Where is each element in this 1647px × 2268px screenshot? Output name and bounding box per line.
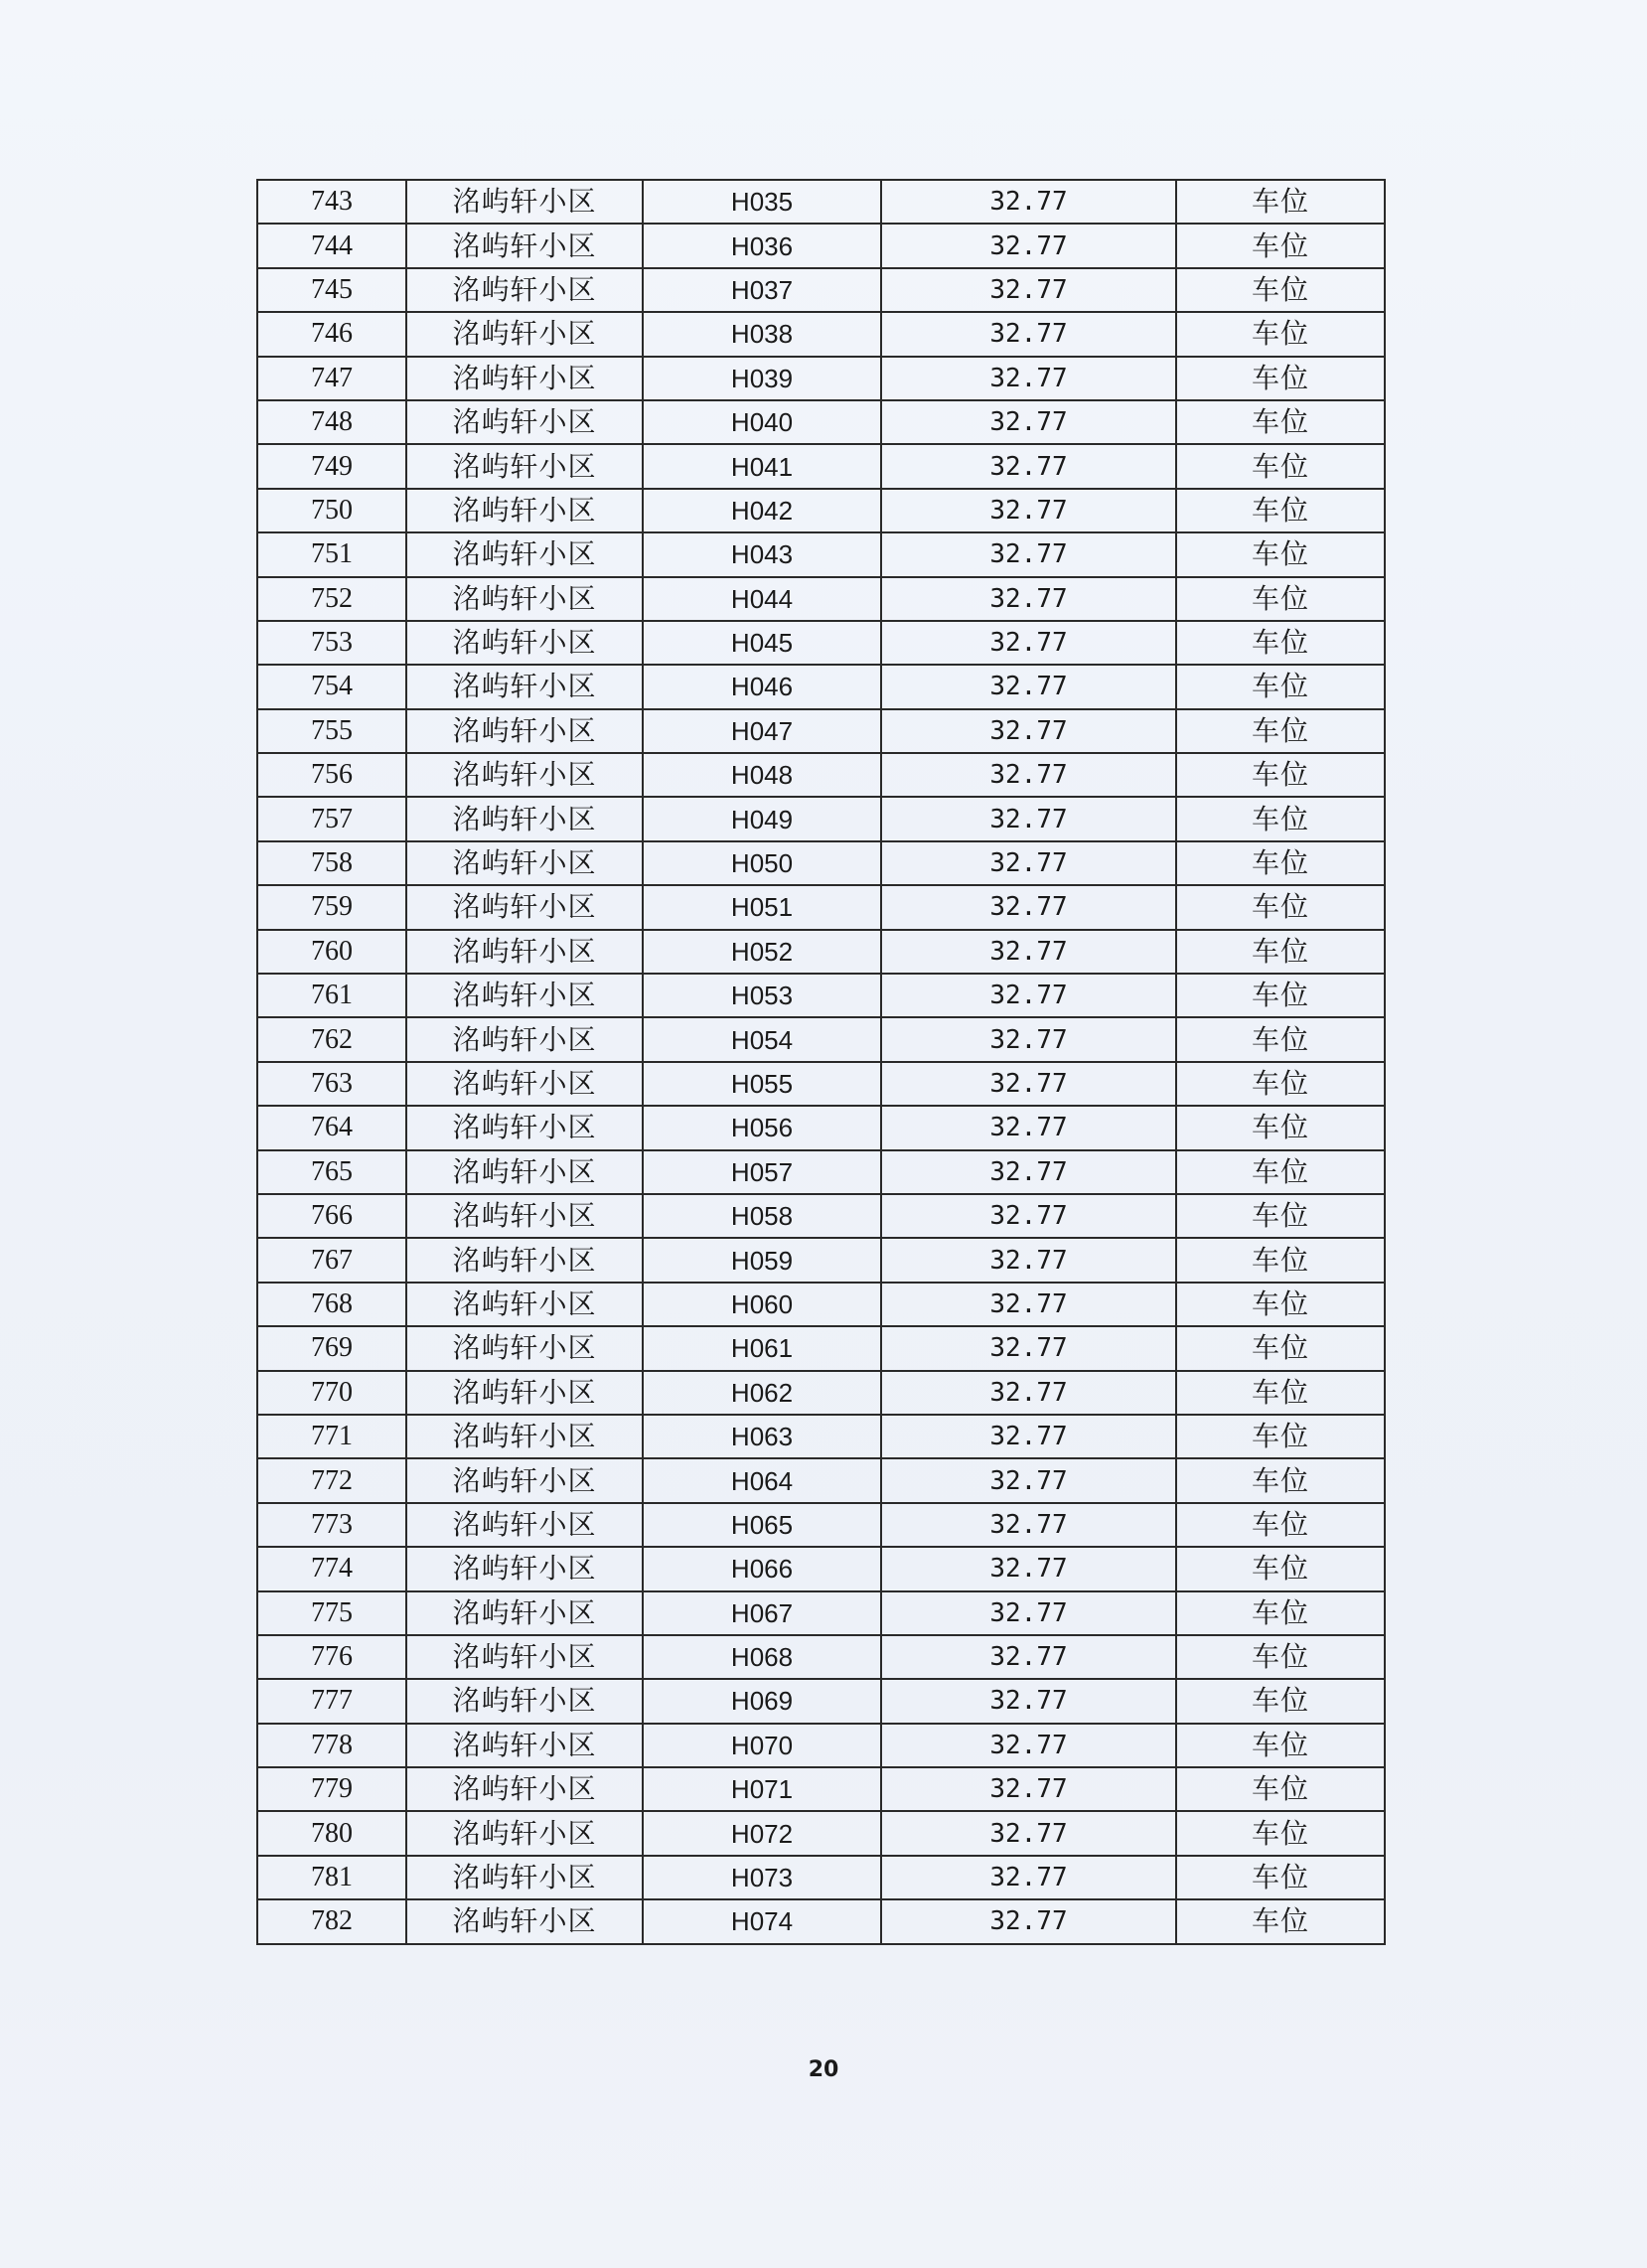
cell-serial-number: 773 bbox=[257, 1503, 406, 1547]
table-row bbox=[257, 1458, 1385, 1502]
table-row bbox=[257, 224, 1385, 267]
cell-serial-number: 778 bbox=[257, 1724, 406, 1767]
cell-community-name: 洺屿轩小区 bbox=[406, 357, 643, 400]
cell-space-code: H047 bbox=[643, 709, 881, 753]
table-row bbox=[257, 357, 1385, 400]
cell-property-type: 车位 bbox=[1176, 1679, 1385, 1723]
table-row bbox=[257, 1679, 1385, 1723]
cell-area: 32.77 bbox=[881, 1811, 1176, 1855]
cell-area: 32.77 bbox=[881, 1194, 1176, 1238]
cell-space-code: H046 bbox=[643, 665, 881, 708]
cell-community-name: 洺屿轩小区 bbox=[406, 1635, 643, 1679]
cell-space-code: H039 bbox=[643, 357, 881, 400]
table-row bbox=[257, 1811, 1385, 1855]
cell-space-code: H055 bbox=[643, 1062, 881, 1106]
table-row bbox=[257, 268, 1385, 312]
cell-property-type: 车位 bbox=[1176, 621, 1385, 665]
cell-property-type: 车位 bbox=[1176, 797, 1385, 840]
cell-property-type: 车位 bbox=[1176, 1283, 1385, 1326]
cell-space-code: H058 bbox=[643, 1194, 881, 1238]
cell-area: 32.77 bbox=[881, 885, 1176, 929]
cell-space-code: H072 bbox=[643, 1811, 881, 1855]
cell-property-type: 车位 bbox=[1176, 224, 1385, 267]
cell-property-type: 车位 bbox=[1176, 268, 1385, 312]
table-row bbox=[257, 1326, 1385, 1370]
cell-property-type: 车位 bbox=[1176, 1326, 1385, 1370]
cell-area: 32.77 bbox=[881, 312, 1176, 356]
cell-space-code: H054 bbox=[643, 1017, 881, 1061]
cell-property-type: 车位 bbox=[1176, 1856, 1385, 1899]
cell-community-name: 洺屿轩小区 bbox=[406, 1150, 643, 1194]
cell-property-type: 车位 bbox=[1176, 1371, 1385, 1415]
cell-property-type: 车位 bbox=[1176, 1547, 1385, 1590]
cell-space-code: H036 bbox=[643, 224, 881, 267]
cell-space-code: H040 bbox=[643, 400, 881, 444]
cell-area: 32.77 bbox=[881, 1679, 1176, 1723]
cell-area: 32.77 bbox=[881, 1503, 1176, 1547]
cell-community-name: 洺屿轩小区 bbox=[406, 400, 643, 444]
table-row bbox=[257, 1106, 1385, 1149]
table-row bbox=[257, 1194, 1385, 1238]
cell-community-name: 洺屿轩小区 bbox=[406, 885, 643, 929]
cell-serial-number: 780 bbox=[257, 1811, 406, 1855]
cell-space-code: H045 bbox=[643, 621, 881, 665]
cell-community-name: 洺屿轩小区 bbox=[406, 1679, 643, 1723]
cell-serial-number: 749 bbox=[257, 444, 406, 488]
table-row bbox=[257, 621, 1385, 665]
cell-area: 32.77 bbox=[881, 753, 1176, 797]
cell-space-code: H067 bbox=[643, 1591, 881, 1635]
cell-community-name: 洺屿轩小区 bbox=[406, 1591, 643, 1635]
cell-property-type: 车位 bbox=[1176, 1635, 1385, 1679]
table-row bbox=[257, 665, 1385, 708]
cell-serial-number: 756 bbox=[257, 753, 406, 797]
cell-space-code: H041 bbox=[643, 444, 881, 488]
table-row bbox=[257, 885, 1385, 929]
cell-community-name: 洺屿轩小区 bbox=[406, 1458, 643, 1502]
cell-serial-number: 746 bbox=[257, 312, 406, 356]
table-row bbox=[257, 444, 1385, 488]
cell-community-name: 洺屿轩小区 bbox=[406, 797, 643, 840]
cell-area: 32.77 bbox=[881, 1371, 1176, 1415]
cell-area: 32.77 bbox=[881, 841, 1176, 885]
cell-serial-number: 759 bbox=[257, 885, 406, 929]
cell-area: 32.77 bbox=[881, 489, 1176, 532]
cell-property-type: 车位 bbox=[1176, 1591, 1385, 1635]
table-row bbox=[257, 1415, 1385, 1458]
cell-property-type: 车位 bbox=[1176, 1194, 1385, 1238]
cell-area: 32.77 bbox=[881, 180, 1176, 224]
cell-serial-number: 776 bbox=[257, 1635, 406, 1679]
cell-property-type: 车位 bbox=[1176, 1062, 1385, 1106]
cell-community-name: 洺屿轩小区 bbox=[406, 1106, 643, 1149]
cell-community-name: 洺屿轩小区 bbox=[406, 1326, 643, 1370]
cell-serial-number: 762 bbox=[257, 1017, 406, 1061]
table-row bbox=[257, 1724, 1385, 1767]
cell-community-name: 洺屿轩小区 bbox=[406, 974, 643, 1017]
cell-area: 32.77 bbox=[881, 709, 1176, 753]
cell-space-code: H038 bbox=[643, 312, 881, 356]
table-row bbox=[257, 1017, 1385, 1061]
cell-serial-number: 755 bbox=[257, 709, 406, 753]
cell-serial-number: 752 bbox=[257, 577, 406, 621]
cell-space-code: H057 bbox=[643, 1150, 881, 1194]
cell-area: 32.77 bbox=[881, 797, 1176, 840]
cell-serial-number: 771 bbox=[257, 1415, 406, 1458]
cell-space-code: H064 bbox=[643, 1458, 881, 1502]
cell-area: 32.77 bbox=[881, 665, 1176, 708]
cell-property-type: 车位 bbox=[1176, 974, 1385, 1017]
cell-community-name: 洺屿轩小区 bbox=[406, 224, 643, 267]
cell-community-name: 洺屿轩小区 bbox=[406, 1062, 643, 1106]
cell-serial-number: 757 bbox=[257, 797, 406, 840]
cell-area: 32.77 bbox=[881, 1724, 1176, 1767]
cell-property-type: 车位 bbox=[1176, 1415, 1385, 1458]
table-body bbox=[257, 180, 1385, 1944]
cell-serial-number: 753 bbox=[257, 621, 406, 665]
table-row bbox=[257, 180, 1385, 224]
cell-property-type: 车位 bbox=[1176, 180, 1385, 224]
cell-community-name: 洺屿轩小区 bbox=[406, 1767, 643, 1811]
cell-property-type: 车位 bbox=[1176, 1150, 1385, 1194]
cell-space-code: H052 bbox=[643, 930, 881, 974]
cell-community-name: 洺屿轩小区 bbox=[406, 753, 643, 797]
cell-property-type: 车位 bbox=[1176, 665, 1385, 708]
cell-serial-number: 765 bbox=[257, 1150, 406, 1194]
table-row bbox=[257, 1238, 1385, 1282]
cell-space-code: H073 bbox=[643, 1856, 881, 1899]
cell-serial-number: 761 bbox=[257, 974, 406, 1017]
cell-community-name: 洺屿轩小区 bbox=[406, 930, 643, 974]
cell-community-name: 洺屿轩小区 bbox=[406, 621, 643, 665]
cell-serial-number: 751 bbox=[257, 532, 406, 576]
cell-space-code: H066 bbox=[643, 1547, 881, 1590]
cell-community-name: 洺屿轩小区 bbox=[406, 180, 643, 224]
cell-property-type: 车位 bbox=[1176, 577, 1385, 621]
cell-area: 32.77 bbox=[881, 1415, 1176, 1458]
table-row bbox=[257, 1371, 1385, 1415]
cell-space-code: H060 bbox=[643, 1283, 881, 1326]
table-row bbox=[257, 1283, 1385, 1326]
cell-area: 32.77 bbox=[881, 1767, 1176, 1811]
cell-community-name: 洺屿轩小区 bbox=[406, 1811, 643, 1855]
cell-community-name: 洺屿轩小区 bbox=[406, 1899, 643, 1943]
cell-community-name: 洺屿轩小区 bbox=[406, 1017, 643, 1061]
cell-space-code: H065 bbox=[643, 1503, 881, 1547]
table-row bbox=[257, 577, 1385, 621]
cell-property-type: 车位 bbox=[1176, 444, 1385, 488]
table-row bbox=[257, 1062, 1385, 1106]
cell-area: 32.77 bbox=[881, 268, 1176, 312]
cell-property-type: 车位 bbox=[1176, 709, 1385, 753]
cell-space-code: H048 bbox=[643, 753, 881, 797]
cell-serial-number: 779 bbox=[257, 1767, 406, 1811]
cell-area: 32.77 bbox=[881, 1150, 1176, 1194]
cell-serial-number: 768 bbox=[257, 1283, 406, 1326]
cell-serial-number: 745 bbox=[257, 268, 406, 312]
cell-community-name: 洺屿轩小区 bbox=[406, 312, 643, 356]
cell-area: 32.77 bbox=[881, 577, 1176, 621]
cell-serial-number: 744 bbox=[257, 224, 406, 267]
page-number: 20 bbox=[808, 2057, 839, 2082]
cell-serial-number: 781 bbox=[257, 1856, 406, 1899]
table-row bbox=[257, 489, 1385, 532]
table-row bbox=[257, 1635, 1385, 1679]
cell-property-type: 车位 bbox=[1176, 1017, 1385, 1061]
cell-space-code: H049 bbox=[643, 797, 881, 840]
cell-serial-number: 758 bbox=[257, 841, 406, 885]
cell-community-name: 洺屿轩小区 bbox=[406, 1503, 643, 1547]
cell-space-code: H053 bbox=[643, 974, 881, 1017]
cell-area: 32.77 bbox=[881, 357, 1176, 400]
cell-space-code: H070 bbox=[643, 1724, 881, 1767]
cell-space-code: H037 bbox=[643, 268, 881, 312]
cell-area: 32.77 bbox=[881, 224, 1176, 267]
cell-property-type: 车位 bbox=[1176, 930, 1385, 974]
cell-serial-number: 747 bbox=[257, 357, 406, 400]
cell-property-type: 车位 bbox=[1176, 1503, 1385, 1547]
cell-community-name: 洺屿轩小区 bbox=[406, 268, 643, 312]
cell-property-type: 车位 bbox=[1176, 489, 1385, 532]
cell-community-name: 洺屿轩小区 bbox=[406, 1194, 643, 1238]
table-row bbox=[257, 532, 1385, 576]
cell-community-name: 洺屿轩小区 bbox=[406, 841, 643, 885]
cell-property-type: 车位 bbox=[1176, 885, 1385, 929]
table-row bbox=[257, 1503, 1385, 1547]
table-row bbox=[257, 400, 1385, 444]
cell-area: 32.77 bbox=[881, 400, 1176, 444]
cell-serial-number: 777 bbox=[257, 1679, 406, 1723]
cell-area: 32.77 bbox=[881, 1238, 1176, 1282]
cell-area: 32.77 bbox=[881, 1326, 1176, 1370]
cell-property-type: 车位 bbox=[1176, 841, 1385, 885]
cell-community-name: 洺屿轩小区 bbox=[406, 1856, 643, 1899]
cell-community-name: 洺屿轩小区 bbox=[406, 489, 643, 532]
cell-space-code: H056 bbox=[643, 1106, 881, 1149]
cell-community-name: 洺屿轩小区 bbox=[406, 532, 643, 576]
cell-property-type: 车位 bbox=[1176, 753, 1385, 797]
cell-serial-number: 774 bbox=[257, 1547, 406, 1590]
cell-space-code: H051 bbox=[643, 885, 881, 929]
cell-serial-number: 743 bbox=[257, 180, 406, 224]
cell-space-code: H050 bbox=[643, 841, 881, 885]
cell-area: 32.77 bbox=[881, 444, 1176, 488]
cell-space-code: H063 bbox=[643, 1415, 881, 1458]
cell-space-code: H044 bbox=[643, 577, 881, 621]
cell-serial-number: 763 bbox=[257, 1062, 406, 1106]
cell-serial-number: 760 bbox=[257, 930, 406, 974]
cell-area: 32.77 bbox=[881, 1106, 1176, 1149]
cell-area: 32.77 bbox=[881, 1062, 1176, 1106]
cell-community-name: 洺屿轩小区 bbox=[406, 665, 643, 708]
table-row bbox=[257, 1547, 1385, 1590]
table-row bbox=[257, 1150, 1385, 1194]
cell-property-type: 车位 bbox=[1176, 1899, 1385, 1943]
cell-space-code: H068 bbox=[643, 1635, 881, 1679]
cell-serial-number: 782 bbox=[257, 1899, 406, 1943]
cell-area: 32.77 bbox=[881, 1856, 1176, 1899]
cell-property-type: 车位 bbox=[1176, 312, 1385, 356]
cell-community-name: 洺屿轩小区 bbox=[406, 444, 643, 488]
cell-community-name: 洺屿轩小区 bbox=[406, 1547, 643, 1590]
cell-space-code: H074 bbox=[643, 1899, 881, 1943]
cell-serial-number: 775 bbox=[257, 1591, 406, 1635]
cell-property-type: 车位 bbox=[1176, 1724, 1385, 1767]
cell-property-type: 车位 bbox=[1176, 1458, 1385, 1502]
cell-serial-number: 766 bbox=[257, 1194, 406, 1238]
cell-serial-number: 764 bbox=[257, 1106, 406, 1149]
cell-community-name: 洺屿轩小区 bbox=[406, 1415, 643, 1458]
table-row bbox=[257, 1767, 1385, 1811]
cell-space-code: H043 bbox=[643, 532, 881, 576]
cell-community-name: 洺屿轩小区 bbox=[406, 577, 643, 621]
cell-space-code: H061 bbox=[643, 1326, 881, 1370]
cell-property-type: 车位 bbox=[1176, 1238, 1385, 1282]
table-row bbox=[257, 974, 1385, 1017]
cell-area: 32.77 bbox=[881, 1899, 1176, 1943]
cell-area: 32.77 bbox=[881, 1635, 1176, 1679]
table-row bbox=[257, 709, 1385, 753]
table-row bbox=[257, 930, 1385, 974]
cell-area: 32.77 bbox=[881, 974, 1176, 1017]
cell-property-type: 车位 bbox=[1176, 1106, 1385, 1149]
cell-area: 32.77 bbox=[881, 930, 1176, 974]
cell-serial-number: 772 bbox=[257, 1458, 406, 1502]
table-row bbox=[257, 1856, 1385, 1899]
cell-area: 32.77 bbox=[881, 621, 1176, 665]
table-row bbox=[257, 797, 1385, 840]
cell-serial-number: 754 bbox=[257, 665, 406, 708]
cell-property-type: 车位 bbox=[1176, 400, 1385, 444]
table-row bbox=[257, 312, 1385, 356]
cell-area: 32.77 bbox=[881, 1017, 1176, 1061]
cell-serial-number: 767 bbox=[257, 1238, 406, 1282]
table-row bbox=[257, 841, 1385, 885]
cell-space-code: H059 bbox=[643, 1238, 881, 1282]
cell-area: 32.77 bbox=[881, 532, 1176, 576]
cell-area: 32.77 bbox=[881, 1547, 1176, 1590]
cell-space-code: H069 bbox=[643, 1679, 881, 1723]
cell-property-type: 车位 bbox=[1176, 1767, 1385, 1811]
table-row bbox=[257, 1591, 1385, 1635]
cell-area: 32.77 bbox=[881, 1458, 1176, 1502]
cell-community-name: 洺屿轩小区 bbox=[406, 709, 643, 753]
cell-space-code: H035 bbox=[643, 180, 881, 224]
cell-community-name: 洺屿轩小区 bbox=[406, 1724, 643, 1767]
cell-space-code: H042 bbox=[643, 489, 881, 532]
cell-community-name: 洺屿轩小区 bbox=[406, 1371, 643, 1415]
cell-space-code: H062 bbox=[643, 1371, 881, 1415]
cell-serial-number: 770 bbox=[257, 1371, 406, 1415]
cell-serial-number: 750 bbox=[257, 489, 406, 532]
parking-space-table bbox=[256, 179, 1386, 1945]
cell-serial-number: 748 bbox=[257, 400, 406, 444]
table-row bbox=[257, 753, 1385, 797]
cell-serial-number: 769 bbox=[257, 1326, 406, 1370]
cell-property-type: 车位 bbox=[1176, 357, 1385, 400]
table-row bbox=[257, 1899, 1385, 1943]
cell-area: 32.77 bbox=[881, 1283, 1176, 1326]
cell-property-type: 车位 bbox=[1176, 1811, 1385, 1855]
cell-property-type: 车位 bbox=[1176, 532, 1385, 576]
cell-space-code: H071 bbox=[643, 1767, 881, 1811]
cell-community-name: 洺屿轩小区 bbox=[406, 1283, 643, 1326]
cell-community-name: 洺屿轩小区 bbox=[406, 1238, 643, 1282]
cell-area: 32.77 bbox=[881, 1591, 1176, 1635]
